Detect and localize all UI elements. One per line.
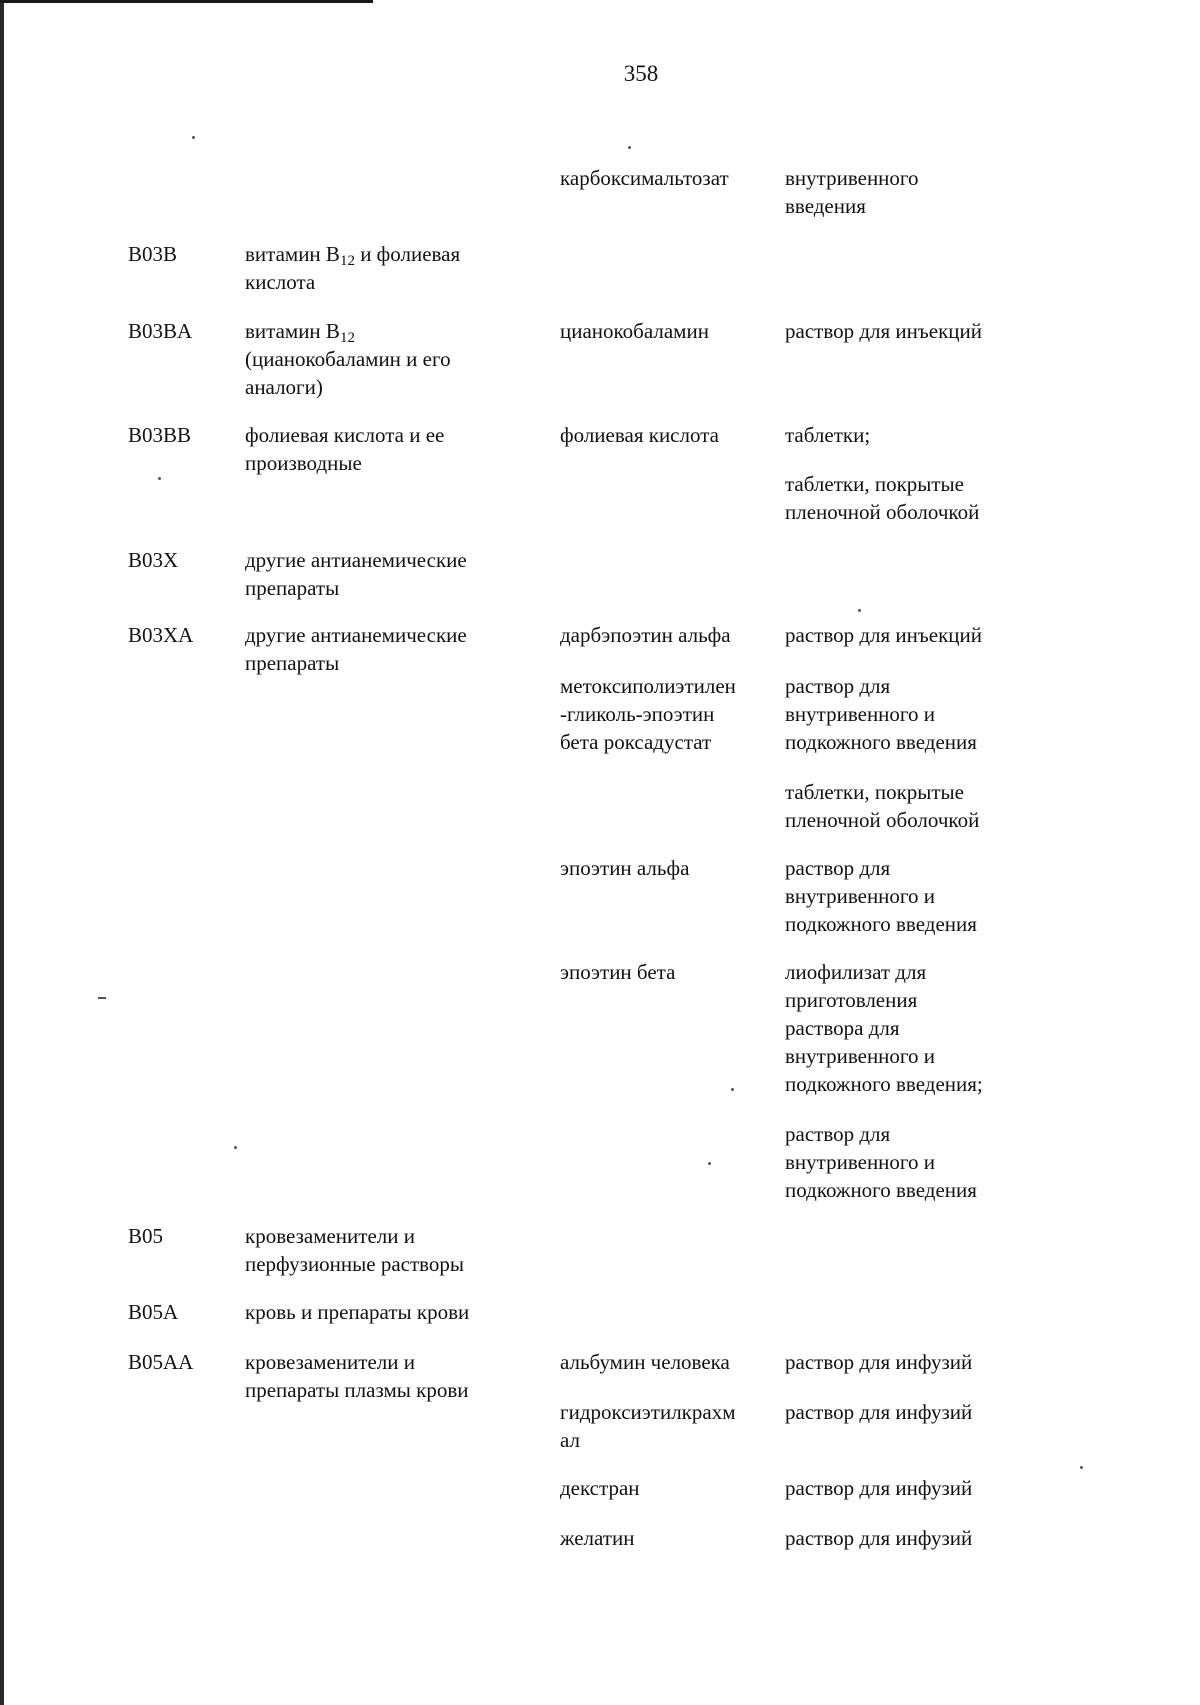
dosage-form: раствор для внутривенного и подкожного введения — [785, 856, 977, 936]
scan-speck — [731, 1088, 734, 1091]
header-rule — [0, 0, 373, 3]
dosage-form: раствор для инъекций — [785, 623, 982, 647]
atc-group: кровезаменители и перфузионные растворы — [245, 1224, 465, 1276]
dosage-form: раствор для инфузий — [785, 1526, 973, 1550]
atc-code: B03B — [128, 242, 178, 266]
scan-speck — [158, 477, 161, 480]
drug-name: желатин — [560, 1526, 635, 1550]
atc-code: B03XA — [128, 623, 194, 647]
drug-name: фолиевая кислота — [560, 423, 719, 447]
page-number: 358 — [623, 61, 659, 86]
drug-name: эпоэтин альфа — [560, 856, 690, 880]
dosage-form: лиофилизат для приготовления раствора для внутривенного и подкожного введения; — [785, 960, 983, 1096]
drug-name: альбумин человека — [560, 1350, 730, 1374]
drug-name: дарбэпоэтин альфа — [560, 623, 731, 647]
drug-name: метоксиполиэтилен -гликоль-эпоэтин бета роксадустат — [560, 674, 736, 754]
dosage-form: раствор для инфузий — [785, 1350, 973, 1374]
atc-code: B03X — [128, 548, 179, 572]
dosage-form: внутривенного введения — [785, 166, 919, 218]
drug-name: эпоэтин бета — [560, 960, 676, 984]
dosage-form: раствор для внутривенного и подкожного введения — [785, 674, 977, 754]
scan-speck — [192, 136, 195, 139]
atc-group: витамин $B_{12}$ (цианокобаламин и его аналоги) — [245, 319, 451, 399]
dosage-form: раствор для инфузий — [785, 1400, 973, 1424]
dosage-form: таблетки, покрытые пленочной оболочкой — [785, 780, 980, 832]
dosage-form: раствор для инъекций — [785, 319, 982, 343]
drug-name: цианокобаламин — [560, 319, 709, 343]
scan-speck — [708, 1162, 711, 1165]
drug-name: декстран — [560, 1476, 640, 1500]
atc-code: B05 — [128, 1224, 164, 1248]
atc-code: B05A — [128, 1300, 179, 1324]
scan-speck — [98, 997, 106, 999]
dosage-form: раствор для внутривенного и подкожного введения — [785, 1122, 977, 1202]
scan-speck — [234, 1146, 237, 1149]
scan-speck — [628, 146, 631, 149]
atc-group: фолиевая кислота и ее производные — [245, 423, 445, 475]
scan-left-edge — [0, 0, 4, 1705]
drug-name: гидроксиэтилкрахм ал — [560, 1400, 736, 1452]
atc-group: кровезаменители и препараты плазмы крови — [245, 1350, 469, 1402]
atc-group: другие антианемические препараты — [245, 623, 467, 675]
drug-name: карбоксимальтозат — [560, 166, 729, 190]
dosage-form: раствор для инфузий — [785, 1476, 973, 1500]
atc-group: другие антианемические препараты — [245, 548, 467, 600]
atc-code: B03BB — [128, 423, 192, 447]
dosage-form: таблетки, покрытые пленочной оболочкой — [785, 472, 980, 524]
atc-code: B05AA — [128, 1350, 194, 1374]
dosage-form: таблетки; — [785, 423, 871, 447]
atc-group: кровь и препараты крови — [245, 1300, 470, 1324]
atc-code: B03BA — [128, 319, 193, 343]
scan-speck — [858, 609, 861, 612]
scan-speck — [1080, 1466, 1083, 1469]
atc-group: витамин $B_{12}$ и фолиевая кислота — [245, 242, 461, 294]
